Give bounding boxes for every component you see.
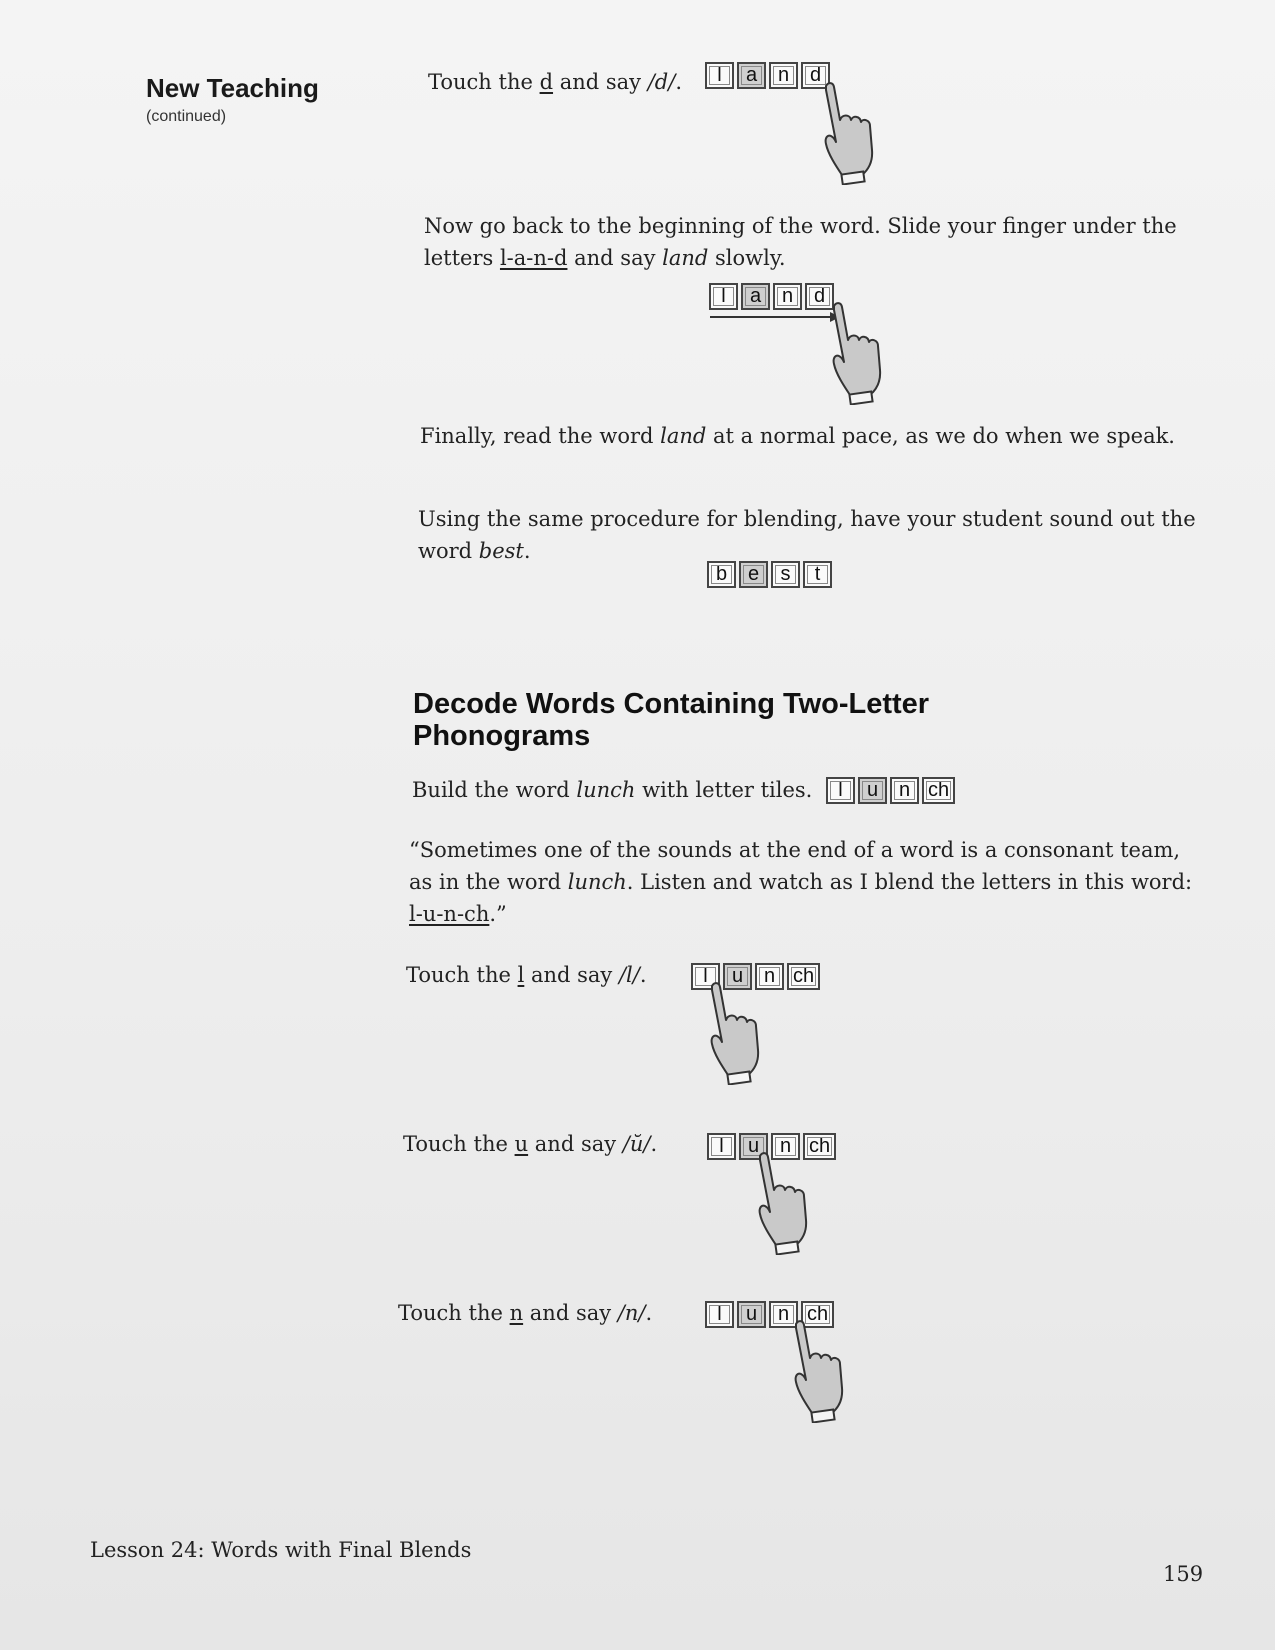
letter-tile: n	[773, 283, 802, 310]
script-line: “Sometimes one of the sounds at the end of a word is a consonant team,	[409, 838, 1181, 862]
step-touch-u	[403, 1128, 657, 1160]
step-text: Finally, read the word	[420, 424, 661, 448]
script-line	[409, 866, 1209, 898]
step-letters: l-a-n-d	[499, 246, 568, 270]
step-text: and say	[553, 70, 648, 94]
tiles-land-2	[709, 283, 834, 310]
step-text: and say	[524, 963, 619, 987]
letter-tile: n	[771, 1133, 800, 1160]
pointing-hand-icon	[826, 300, 886, 405]
letter-tile: l	[705, 62, 734, 89]
step-line	[424, 242, 1184, 274]
tiles-best	[707, 561, 832, 588]
letter-tile: a	[741, 283, 770, 310]
letter-tile: l	[707, 1133, 736, 1160]
letter-tile: ch	[787, 963, 820, 990]
step-text: Touch the	[428, 70, 540, 94]
script-line	[409, 898, 1209, 930]
step-text: slowly.	[708, 246, 786, 270]
step-text: and say	[528, 1132, 623, 1156]
step-text: Touch the	[398, 1301, 510, 1325]
letter-tile: ch	[801, 1301, 834, 1328]
step-read	[420, 420, 1200, 452]
letter-tile: n	[890, 777, 919, 804]
letter-tile: s	[771, 561, 800, 588]
teacher-script	[409, 834, 1209, 930]
letter-tile: u	[723, 963, 752, 990]
step-text: and say	[523, 1301, 618, 1325]
step-text: letters	[424, 246, 500, 270]
step-letter: u	[514, 1132, 529, 1156]
letter-tile: n	[755, 963, 784, 990]
step-text: . Listen and watch as I blend the letters in this word:	[626, 870, 1193, 894]
step-letter: l	[517, 963, 525, 987]
step-text: and say	[567, 246, 663, 270]
step-letter: d	[539, 70, 554, 94]
tiles-land-1	[705, 62, 830, 89]
step-touch-d	[428, 66, 682, 98]
letter-tile: a	[737, 62, 766, 89]
letter-tile: n	[769, 1301, 798, 1328]
letter-tile: t	[803, 561, 832, 588]
step-letters: l-u-n-ch	[409, 902, 490, 926]
step-word: lunch	[567, 870, 627, 894]
letter-tile: b	[707, 561, 736, 588]
build-instruction	[412, 774, 812, 806]
step-text: .	[650, 1132, 658, 1156]
step-word: lunch	[576, 778, 636, 802]
section-title: New Teaching	[146, 73, 319, 103]
pointing-hand-icon	[752, 1150, 812, 1255]
step-touch-l	[406, 959, 647, 991]
step-slide	[424, 210, 1184, 274]
step-word: land	[660, 424, 707, 448]
tiles-lunch-build	[826, 777, 955, 804]
letter-tile: n	[769, 62, 798, 89]
step-line: Using the same procedure for blending, have your student sound out the	[418, 507, 1196, 531]
step-line: Now go back to the beginning of the word. Slide your finger under the	[424, 214, 1177, 238]
letter-tile: d	[805, 283, 834, 310]
letter-tile: u	[737, 1301, 766, 1328]
step-word: land	[662, 246, 709, 270]
pointing-hand-icon	[704, 980, 764, 1085]
step-best	[418, 503, 1198, 567]
step-sound: /d/	[647, 70, 676, 94]
letter-tile: d	[801, 62, 830, 89]
step-touch-n	[398, 1297, 652, 1329]
step-sound: /l/	[618, 963, 640, 987]
step-text: .	[523, 539, 531, 563]
page-number: 159	[1163, 1562, 1204, 1586]
step-text: .	[639, 963, 647, 987]
step-text: Touch the	[406, 963, 518, 987]
heading-line: Decode Words Containing Two-Letter	[413, 688, 930, 720]
letter-tile: ch	[922, 777, 955, 804]
step-text: .	[645, 1301, 653, 1325]
letter-tile: u	[858, 777, 887, 804]
letter-tile: l	[705, 1301, 734, 1328]
decode-heading	[413, 688, 929, 752]
step-letter: n	[509, 1301, 524, 1325]
step-text: word	[418, 539, 479, 563]
letter-tile: l	[709, 283, 738, 310]
step-text: with letter tiles.	[635, 778, 813, 802]
step-text: .	[675, 70, 682, 94]
step-text: at a normal pace, as we do when we speak.	[706, 424, 1175, 448]
step-text: Build the word	[412, 778, 577, 802]
pointing-hand-icon	[788, 1318, 848, 1423]
letter-tile: e	[739, 561, 768, 588]
pointing-hand-icon	[818, 80, 878, 185]
slide-arrow-icon	[708, 311, 843, 323]
letter-tile: u	[739, 1133, 768, 1160]
step-sound: /ŭ/	[622, 1132, 651, 1156]
letter-tile: l	[826, 777, 855, 804]
step-text: Touch the	[403, 1132, 515, 1156]
step-text: .”	[489, 902, 507, 926]
section-subtitle: (continued)	[146, 108, 227, 125]
letter-tile: l	[691, 963, 720, 990]
step-sound: /n/	[617, 1301, 646, 1325]
step-text: as in the word	[409, 870, 568, 894]
heading-line: Phonograms	[413, 720, 591, 752]
footer-lesson: Lesson 24: Words with Final Blends	[90, 1538, 472, 1562]
letter-tile: ch	[803, 1133, 836, 1160]
step-word: best	[478, 539, 524, 563]
